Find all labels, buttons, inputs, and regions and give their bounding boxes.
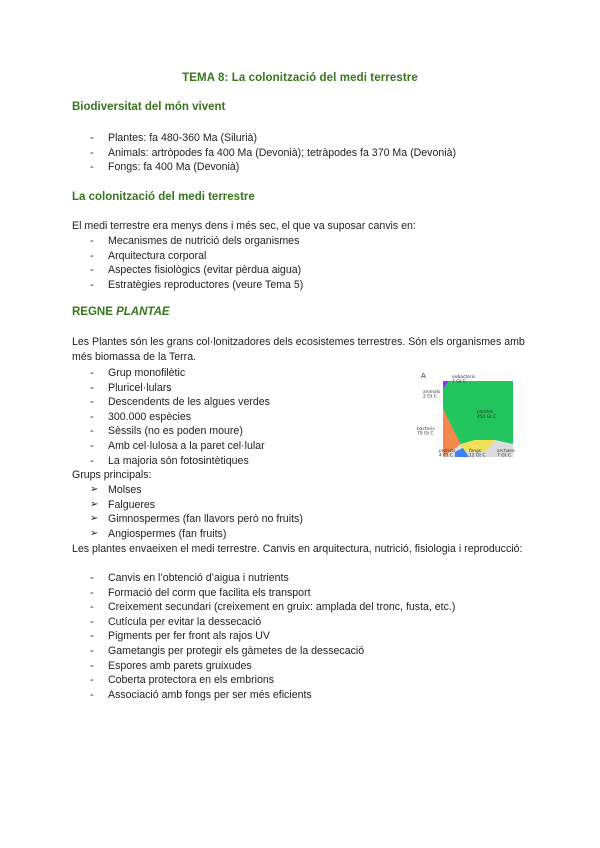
label-line: bacteris: [417, 427, 435, 432]
list-item: - Espores amb parets gruixudes: [90, 659, 455, 674]
groups-list: [90, 483, 303, 541]
label-line: protists: [439, 449, 456, 454]
list-item: - Formació del corm que facilita els transport: [90, 586, 455, 601]
changes-intro: Les plantes envaeixen el medi terrestre. Canvis en arquitectura, nutrició, fisiologia i reproducció:: [72, 543, 523, 555]
list-item: - Amb cel·lulosa a la paret cel·lular: [90, 439, 270, 454]
heading-prefix: REGNE: [72, 306, 117, 318]
list-item: - La majoria són fotosintètiques: [90, 454, 270, 469]
section-heading-biodiversity: Biodiversitat del món vivent: [72, 101, 226, 113]
biomass-figure: [415, 370, 519, 462]
label-line: 2 Gt C: [423, 394, 437, 400]
label-left-lower: [417, 426, 435, 437]
label-line: 70 Gt C: [417, 431, 434, 437]
label-line: 7 Gt C: [452, 379, 466, 385]
label-line: fongs: [469, 449, 482, 454]
colonization-list: [90, 234, 303, 292]
list-item: - Mecanismes de nutrició dels organismes: [90, 234, 303, 249]
list-item: - Cutícula per evitar la dessecació: [90, 615, 455, 630]
list-item: - Pluricel·lulars: [90, 381, 270, 396]
list-item: - Animals: artròpodes fa 400 Ma (Devonià); tetràpodes fa 370 Ma (Devonià): [90, 146, 456, 161]
plantae-features-list: [90, 366, 270, 468]
list-item: - Gametangis per protegir els gàmetes de la dessecació: [90, 644, 455, 659]
list-item: - Coberta protectora en els embrions: [90, 673, 455, 688]
list-item: ➢ Gimnospermes (fan llavors però no fruits): [90, 512, 303, 527]
label-line: eubacteris: [452, 375, 476, 380]
list-item: - Estratègies reproductores (veure Tema 5): [90, 278, 303, 293]
section-heading-colonization: La colonització del medi terrestre: [72, 191, 255, 203]
figure-corner-letter: A: [421, 372, 426, 380]
list-item: - Arquitectura corporal: [90, 249, 303, 264]
list-item: - Canvis en l’obtenció d’aigua i nutrients: [90, 571, 455, 586]
colonization-intro: El medi terrestre era menys dens i més sec, el que va suposar canvis en:: [72, 220, 416, 232]
list-item: - Associació amb fongs per ser més eficients: [90, 688, 455, 703]
list-item: - Aspectes fisiològics (evitar pèrdua aigua): [90, 263, 303, 278]
list-item: - Creixement secundari (creixement en gruix: amplada del tronc, fusta, etc.): [90, 600, 455, 615]
label-line: plantes: [477, 410, 494, 415]
page-title: TEMA 8: La colonització del medi terrestre: [182, 72, 418, 84]
label-line: 12 Gt C: [469, 453, 486, 459]
biodiversity-list: [90, 131, 456, 175]
list-item: - Grup monofilètic: [90, 366, 270, 381]
label-line: archaea: [497, 449, 515, 454]
label-line: 4 Gt C: [439, 453, 453, 459]
list-item: ➢ Angiospermes (fan fruits): [90, 527, 303, 542]
list-item: ➢ Molses: [90, 483, 303, 498]
list-item: - 300.000 espècies: [90, 410, 270, 425]
groups-label: Grups principals:: [72, 469, 152, 481]
section-heading-plantae: [72, 306, 170, 318]
list-item: - Plantes: fa 480-360 Ma (Silurià): [90, 131, 456, 146]
list-item: - Descendents de les algues verdes: [90, 395, 270, 410]
label-line: animals: [423, 390, 441, 395]
list-item: - Fongs: fa 400 Ma (Devonià): [90, 160, 456, 175]
list-item: - Pigments per fer front als rajos UV: [90, 629, 455, 644]
label-line: 7 Gt C: [497, 453, 511, 459]
list-item: - Sèssils (no es poden moure): [90, 424, 270, 439]
label-line: 450 Gt C: [477, 415, 497, 420]
plantae-intro: Les Plantes són les grans col·lonitzadores dels ecosistemes terrestres. Són els organismes amb més biomassa de la Terra.: [72, 336, 525, 363]
changes-list: [90, 571, 455, 702]
list-item: ➢ Falgueres: [90, 498, 303, 513]
heading-italic: PLANTAE: [116, 306, 170, 318]
